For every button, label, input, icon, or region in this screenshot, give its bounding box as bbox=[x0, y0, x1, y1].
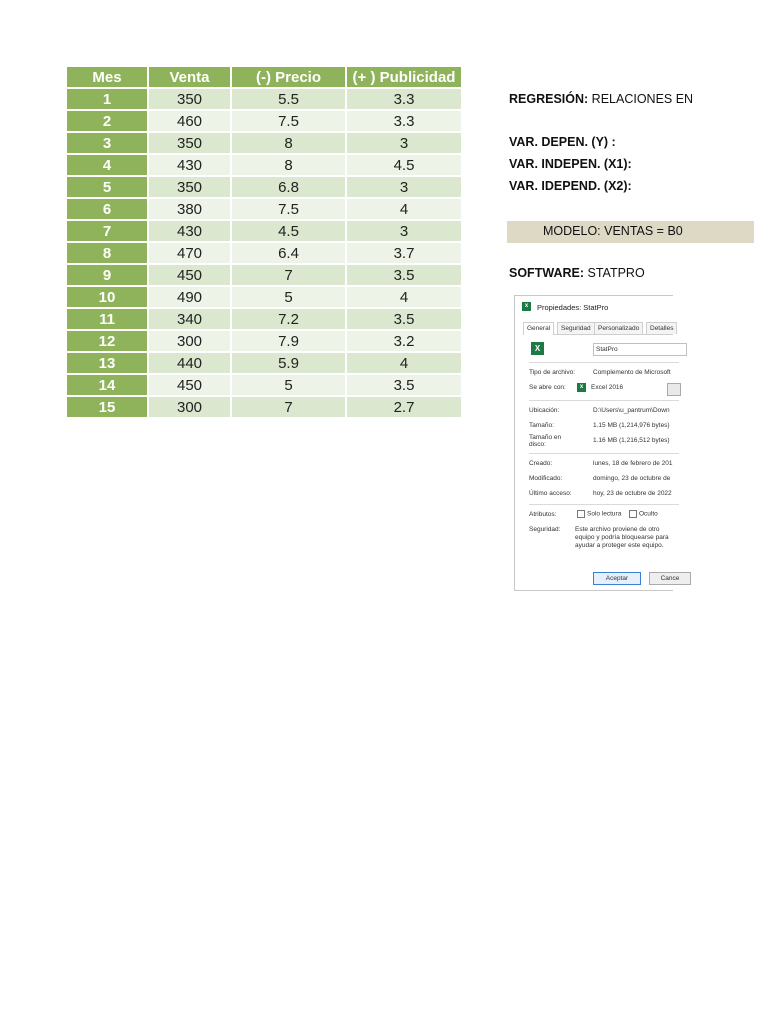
dialog-titlebar bbox=[515, 296, 673, 316]
cell-precio[interactable]: 7.5 bbox=[232, 199, 345, 219]
cell-publicidad[interactable]: 3 bbox=[347, 177, 461, 197]
abre-value: Excel 2016 bbox=[591, 384, 624, 391]
solo-lectura-text: Solo lectura bbox=[587, 510, 622, 518]
cell-mes[interactable]: 10 bbox=[67, 287, 147, 307]
acceso-label: Último acceso: bbox=[529, 490, 572, 497]
file-excel-icon: X bbox=[531, 342, 544, 355]
header-precio[interactable]: (-) Precio bbox=[232, 67, 345, 87]
table-row bbox=[67, 177, 461, 197]
cell-publicidad[interactable]: 3 bbox=[347, 221, 461, 241]
modificado-value: domingo, 23 de octubre de bbox=[593, 475, 671, 482]
table-row bbox=[67, 375, 461, 395]
cell-publicidad[interactable]: 3.5 bbox=[347, 309, 461, 329]
separator bbox=[529, 362, 679, 363]
tipo-value: Complemento de Microsoft bbox=[593, 369, 671, 376]
cell-venta[interactable]: 350 bbox=[149, 89, 230, 109]
separator bbox=[529, 504, 679, 505]
software-value: STATPRO bbox=[587, 266, 645, 280]
cell-mes[interactable]: 11 bbox=[67, 309, 147, 329]
table-row bbox=[67, 265, 461, 285]
tab-detalles[interactable]: Detalles bbox=[646, 322, 677, 334]
modelo-cell[interactable] bbox=[507, 221, 754, 243]
cell-precio[interactable]: 8 bbox=[232, 133, 345, 153]
cell-precio[interactable]: 7.9 bbox=[232, 331, 345, 351]
aceptar-button[interactable]: Aceptar bbox=[593, 572, 641, 585]
cell-publicidad[interactable]: 3.3 bbox=[347, 111, 461, 131]
cell-precio[interactable]: 5.9 bbox=[232, 353, 345, 373]
cell-mes[interactable]: 6 bbox=[67, 199, 147, 219]
cell-venta[interactable]: 430 bbox=[149, 155, 230, 175]
cell-mes[interactable]: 2 bbox=[67, 111, 147, 131]
modelo-text: MODELO: VENTAS = B0 bbox=[543, 224, 683, 238]
cell-precio[interactable]: 6.4 bbox=[232, 243, 345, 263]
software-key: SOFTWARE: bbox=[509, 266, 584, 280]
cell-publicidad[interactable]: 3.3 bbox=[347, 89, 461, 109]
cell-publicidad[interactable]: 3 bbox=[347, 133, 461, 153]
cell-venta[interactable]: 350 bbox=[149, 133, 230, 153]
seguridad-label: Seguridad: bbox=[529, 526, 561, 533]
tab-seguridad[interactable]: Seguridad bbox=[557, 322, 595, 334]
change-app-button[interactable] bbox=[667, 383, 681, 396]
var-dependiente-label[interactable]: VAR. DEPEN. (Y) : bbox=[509, 135, 616, 149]
cell-precio[interactable]: 5 bbox=[232, 375, 345, 395]
cell-venta[interactable]: 450 bbox=[149, 265, 230, 285]
cell-mes[interactable]: 3 bbox=[67, 133, 147, 153]
cell-publicidad[interactable]: 3.5 bbox=[347, 265, 461, 285]
cell-venta[interactable]: 440 bbox=[149, 353, 230, 373]
cell-precio[interactable]: 4.5 bbox=[232, 221, 345, 241]
cell-precio[interactable]: 7.5 bbox=[232, 111, 345, 131]
cell-mes[interactable]: 14 bbox=[67, 375, 147, 395]
solo-lectura-checkbox[interactable] bbox=[577, 510, 621, 518]
cell-mes[interactable]: 1 bbox=[67, 89, 147, 109]
cell-mes[interactable]: 8 bbox=[67, 243, 147, 263]
cell-publicidad[interactable]: 4 bbox=[347, 287, 461, 307]
header-publicidad[interactable]: (+ ) Publicidad bbox=[347, 67, 461, 87]
oculto-checkbox[interactable] bbox=[629, 510, 658, 518]
cell-venta[interactable]: 460 bbox=[149, 111, 230, 131]
cell-precio[interactable]: 6.8 bbox=[232, 177, 345, 197]
cell-mes[interactable]: 4 bbox=[67, 155, 147, 175]
excel-app-icon: x bbox=[577, 383, 586, 392]
table-row bbox=[67, 243, 461, 263]
cell-venta[interactable]: 470 bbox=[149, 243, 230, 263]
cell-mes[interactable]: 9 bbox=[67, 265, 147, 285]
checkbox-box bbox=[577, 510, 585, 518]
tamano-disco-value: 1.16 MB (1,216,512 bytes) bbox=[593, 437, 670, 444]
cell-venta[interactable]: 350 bbox=[149, 177, 230, 197]
file-name-field[interactable]: StatPro bbox=[593, 343, 687, 356]
regresion-label[interactable] bbox=[509, 92, 694, 106]
header-mes[interactable]: Mes bbox=[67, 67, 147, 87]
table-header-row bbox=[67, 67, 461, 87]
cell-venta[interactable]: 300 bbox=[149, 397, 230, 417]
cell-venta[interactable]: 450 bbox=[149, 375, 230, 395]
table-row bbox=[67, 221, 461, 241]
modificado-label: Modificado: bbox=[529, 475, 563, 482]
cell-mes[interactable]: 12 bbox=[67, 331, 147, 351]
cell-precio[interactable]: 7.2 bbox=[232, 309, 345, 329]
acceso-value: hoy, 23 de octubre de 2022 bbox=[593, 490, 672, 497]
table-row bbox=[67, 111, 461, 131]
tipo-label: Tipo de archivo: bbox=[529, 369, 576, 376]
cell-publicidad[interactable]: 4 bbox=[347, 199, 461, 219]
tamano-disco-label: Tamaño en disco: bbox=[529, 434, 562, 448]
cell-precio[interactable]: 5.5 bbox=[232, 89, 345, 109]
software-label[interactable] bbox=[509, 266, 645, 280]
cell-venta[interactable]: 300 bbox=[149, 331, 230, 351]
ubicacion-label: Ubicación: bbox=[529, 407, 560, 414]
cell-venta[interactable]: 380 bbox=[149, 199, 230, 219]
cell-precio[interactable]: 7 bbox=[232, 397, 345, 417]
separator bbox=[529, 400, 679, 401]
regresion-value: RELACIONES EN bbox=[591, 92, 694, 106]
cell-mes[interactable]: 7 bbox=[67, 221, 147, 241]
creado-value: lunes, 18 de febrero de 201 bbox=[593, 460, 673, 467]
cell-precio[interactable]: 5 bbox=[232, 287, 345, 307]
table-row bbox=[67, 287, 461, 307]
creado-label: Creado: bbox=[529, 460, 553, 467]
sales-data-table bbox=[65, 65, 463, 419]
table-row bbox=[67, 155, 461, 175]
dialog-tabs bbox=[523, 322, 673, 335]
tamano-value: 1.15 MB (1,214,976 bytes) bbox=[593, 422, 670, 429]
cell-precio[interactable]: 8 bbox=[232, 155, 345, 175]
tamano-label: Tamaño: bbox=[529, 422, 554, 429]
cell-mes[interactable]: 15 bbox=[67, 397, 147, 417]
tab-personalizado[interactable]: Personalizado bbox=[594, 322, 643, 334]
cell-mes[interactable]: 5 bbox=[67, 177, 147, 197]
cell-publicidad[interactable]: 3.2 bbox=[347, 331, 461, 351]
regresion-key: REGRESIÓN: bbox=[509, 92, 589, 106]
cell-publicidad[interactable]: 3.7 bbox=[347, 243, 461, 263]
seguridad-text: Este archivo proviene de otro equipo y podría bloquearse para ayudar a proteger este equipo. bbox=[575, 526, 669, 549]
cell-venta[interactable]: 430 bbox=[149, 221, 230, 241]
ubicacion-value: D:\Users\u_pantrum\Down bbox=[593, 407, 670, 414]
cell-publicidad[interactable]: 3.5 bbox=[347, 375, 461, 395]
cell-precio[interactable]: 7 bbox=[232, 265, 345, 285]
tab-general[interactable]: General bbox=[523, 322, 554, 335]
table-row bbox=[67, 331, 461, 351]
cell-venta[interactable]: 490 bbox=[149, 287, 230, 307]
properties-dialog-image bbox=[514, 295, 680, 591]
separator bbox=[529, 453, 679, 454]
table-row bbox=[67, 89, 461, 109]
var-independiente-x2-label[interactable]: VAR. IDEPEND. (X2): bbox=[509, 179, 632, 193]
cell-publicidad[interactable]: 4.5 bbox=[347, 155, 461, 175]
cell-mes[interactable]: 13 bbox=[67, 353, 147, 373]
abre-label: Se abre con: bbox=[529, 384, 566, 391]
table-row bbox=[67, 199, 461, 219]
cell-venta[interactable]: 340 bbox=[149, 309, 230, 329]
table-row bbox=[67, 353, 461, 373]
cancelar-button[interactable]: Cance bbox=[649, 572, 691, 585]
table-row bbox=[67, 309, 461, 329]
oculto-text: Oculto bbox=[639, 510, 658, 518]
excel-icon: x bbox=[522, 302, 531, 311]
table-row bbox=[67, 397, 461, 417]
table-row bbox=[67, 133, 461, 153]
checkbox-box bbox=[629, 510, 637, 518]
var-independiente-x1-label[interactable]: VAR. INDEPEN. (X1): bbox=[509, 157, 632, 171]
dialog-title: Propiedades: StatPro bbox=[537, 303, 609, 312]
cell-publicidad[interactable]: 2.7 bbox=[347, 397, 461, 417]
header-venta[interactable]: Venta bbox=[149, 67, 230, 87]
atributos-label: Atributos: bbox=[529, 511, 557, 518]
cell-publicidad[interactable]: 4 bbox=[347, 353, 461, 373]
